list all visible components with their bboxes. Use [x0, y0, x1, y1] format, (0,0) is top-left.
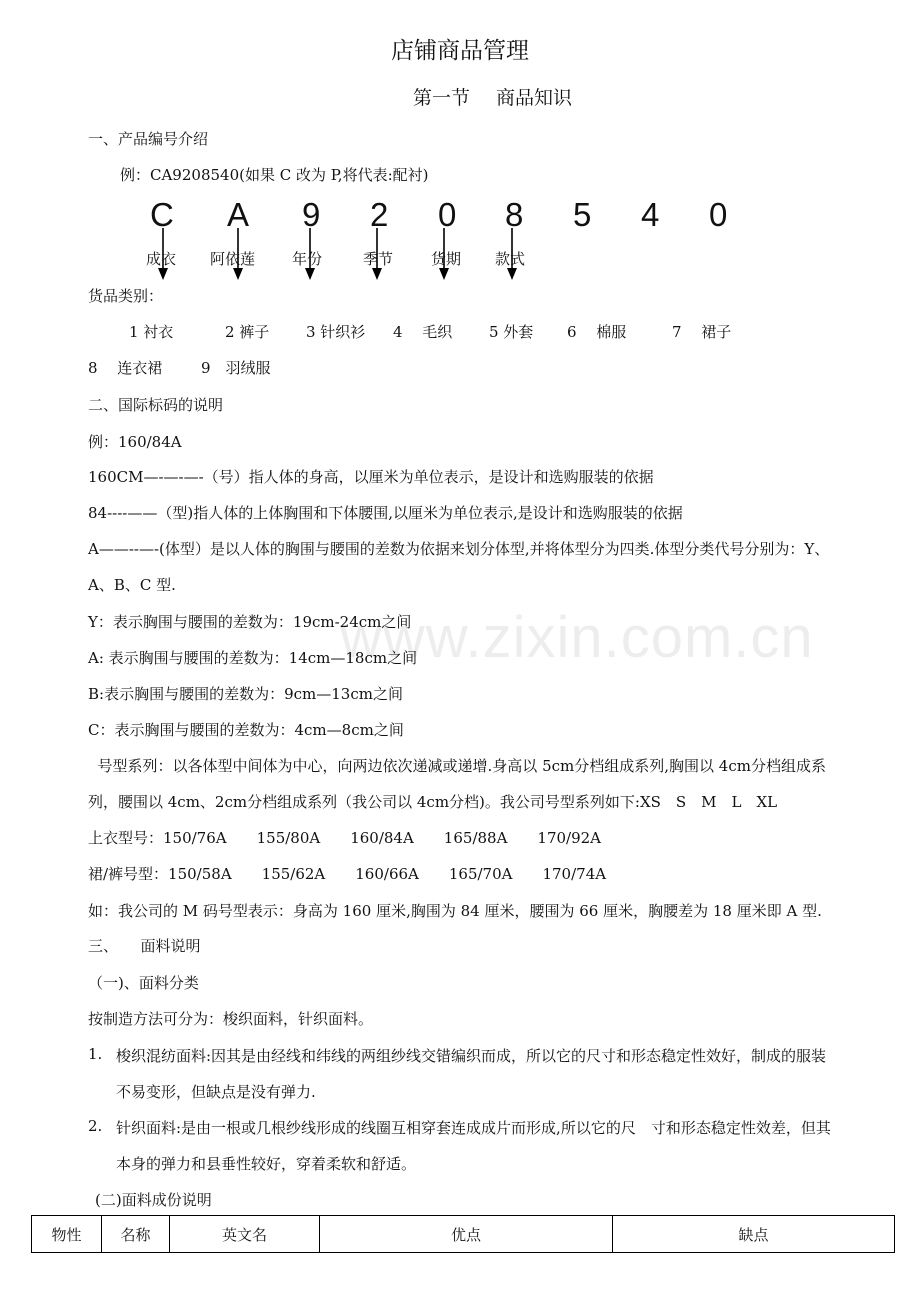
category-item: 8 连衣裙: [88, 359, 163, 377]
table-header-cell: 物性: [32, 1216, 102, 1253]
code-char: 9: [302, 196, 321, 233]
size-line: 如：我公司的 M 码号型表示：身高为 160 厘米,胸围为 84 厘米，腰围为 66 厘米，胸腰差为 18 厘米即 A 型.: [88, 902, 822, 920]
table-header-row: [32, 1216, 895, 1253]
size-line: 裙/裤号型：150/58A 155/62A 160/66A 165/70A 170/74A: [88, 865, 607, 883]
size-line: 上衣型号：150/76A 155/80A 160/84A 165/88A 170/92A: [88, 829, 602, 847]
size-line: 号型系列：以各体型中间体为中心，向两边依次递减或递增.身高以 5cm分档组成系列,胸围以 4cm分档组成系: [88, 757, 826, 775]
product-code-example: 例：CA9208540(如果 C 改为 P,将代表:配衬): [120, 166, 429, 184]
size-line: Y：表示胸围与腰围的差数为：19cm-24cm之间: [88, 613, 412, 631]
list-number: 1.: [88, 1045, 103, 1063]
code-char: 0: [438, 196, 457, 233]
list-item: 梭织混纺面料:因其是由经线和纬线的两组纱线交错编织而成，所以它的尺寸和形态稳定性效好，制成的服装: [116, 1047, 827, 1065]
code-label: 款式: [495, 250, 526, 268]
size-line: A——--—-(体型）是以人体的胸围与腰围的差数为依据来划分体型,并将体型分为四类.体型分类代号分别为：Y、: [88, 540, 830, 558]
category-item: 4 毛织: [393, 323, 453, 341]
category-item: 7 裙子: [672, 323, 732, 341]
fabric-classification-heading: （一)、面料分类: [88, 974, 199, 992]
code-char: 8: [505, 196, 524, 233]
fabric-method: 按制造方法可分为：梭织面料，针织面料。: [88, 1010, 374, 1028]
size-line: A: 表示胸围与腰围的差数为：14cm—18cm之间: [88, 649, 418, 667]
code-label: 货期: [431, 250, 462, 268]
code-char: 5: [573, 196, 592, 233]
section-number: 第一节: [413, 87, 471, 109]
section-title: [413, 83, 572, 110]
size-line: A、B、C 型.: [88, 576, 176, 594]
list-number: 2.: [88, 1117, 103, 1135]
category-item: 1 衬衣: [129, 323, 174, 341]
table-header-cell: 名称: [102, 1216, 170, 1253]
category-heading: 货品类别：: [88, 287, 164, 305]
document-title: 店铺商品管理: [391, 38, 529, 64]
code-char: A: [227, 196, 250, 233]
list-item: 不易变形，但缺点是没有弹力.: [116, 1083, 316, 1101]
category-item: 6 棉服: [567, 323, 627, 341]
size-line: 84----——（型)指人体的上体胸围和下体腰围,以厘米为单位表示,是设计和选购服装的依据: [88, 504, 683, 522]
code-char: 2: [370, 196, 389, 233]
heading-size-code: 二、国际标码的说明: [88, 396, 224, 414]
fabric-table: [31, 1215, 895, 1253]
category-item: 5 外套: [489, 323, 534, 341]
list-item: 本身的弹力和县垂性较好，穿着柔软和舒适。: [116, 1155, 417, 1173]
code-char: C: [150, 196, 174, 233]
category-item: 2 裤子: [225, 323, 270, 341]
size-line: 列，腰围以 4cm、2cm分档组成系列（我公司以 4cm分档)。我公司号型系列如下:XS S M L XL: [88, 793, 778, 811]
code-label: 阿依莲: [210, 250, 256, 268]
category-item: 9 羽绒服: [201, 359, 271, 377]
size-line: 160CM—-—-—-（号）指人体的身高，以厘米为单位表示，是设计和选购服装的依据: [88, 468, 654, 486]
code-char: 0: [709, 196, 728, 233]
code-label: 季节: [363, 250, 394, 268]
size-line: B:表示胸围与腰围的差数为：9cm—13cm之间: [88, 685, 403, 703]
table-header-cell: 优点: [320, 1216, 613, 1253]
table-header-cell: 英文名: [170, 1216, 320, 1253]
code-label: 成衣: [146, 250, 177, 268]
heading-fabric: 三、 面料说明: [88, 937, 201, 955]
heading-product-code: 一、产品编号介绍: [88, 130, 209, 148]
fabric-composition-heading: (二)面料成份说明: [95, 1191, 212, 1209]
size-example: 例：160/84A: [88, 433, 182, 451]
section-name: 商品知识: [496, 87, 573, 109]
category-item: 3 针织衫: [306, 323, 366, 341]
code-char: 4: [641, 196, 660, 233]
watermark: www.zixin.com.cn: [340, 605, 814, 670]
table-header-cell: 缺点: [613, 1216, 895, 1253]
code-label: 年份: [292, 250, 323, 268]
list-item: 针织面料:是由一根或几根纱线形成的线圈互相穿套连成成片而形成,所以它的尺 寸和形态稳定性效差，但其: [116, 1119, 831, 1137]
size-line: C：表示胸围与腰围的差数为：4cm—8cm之间: [88, 721, 404, 739]
